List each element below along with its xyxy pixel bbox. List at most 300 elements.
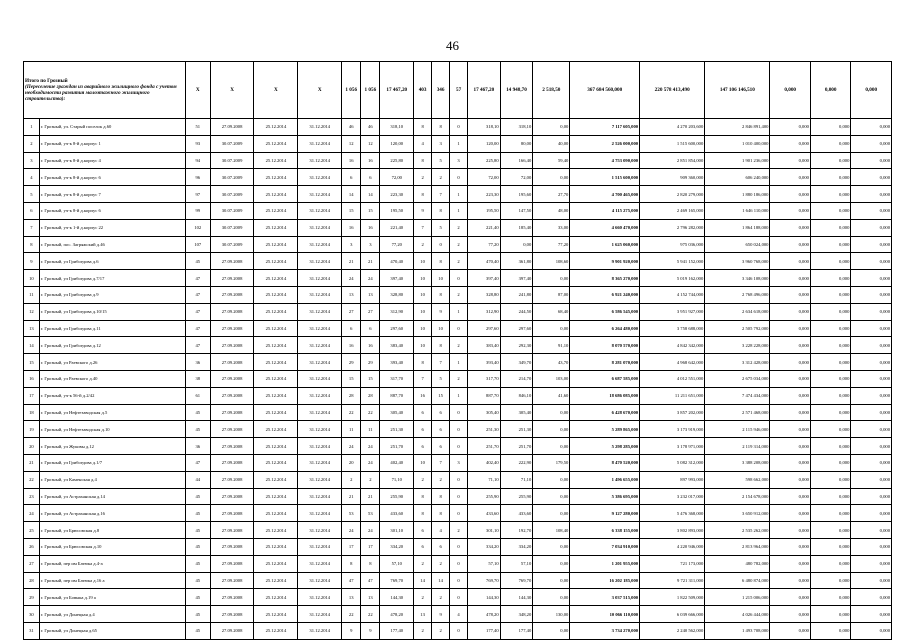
row-number-cell: 29: [24, 589, 40, 606]
premises-private-cell: 2: [432, 622, 450, 639]
residents-total-cell: 27: [342, 303, 361, 320]
cost-extra-2-cell: 0,000: [810, 522, 850, 539]
cost-extra-1-cell: 0,000: [770, 572, 810, 589]
summary-cell: 367 684 560,000: [570, 62, 640, 119]
recognition-date-cell: 27.09.2008: [210, 404, 254, 421]
doc-number-cell: 45: [185, 606, 210, 623]
resettlement-date-cell: 31.12.2014: [298, 169, 342, 186]
residents-total-cell: 20: [342, 454, 361, 471]
cost-total-cell: 1 496 655,000: [570, 471, 640, 488]
cost-extra-2-cell: 0,000: [810, 253, 850, 270]
cost-extra-1-cell: 0,000: [770, 488, 810, 505]
area-municipal-cell: 108,60: [533, 253, 570, 270]
row-number-cell: 18: [24, 404, 40, 421]
cost-extra-1-cell: 0,000: [770, 303, 810, 320]
premises-private-cell: 7: [432, 354, 450, 371]
row-number-cell: 27: [24, 555, 40, 572]
summary-cell: X: [185, 62, 210, 119]
cost-budget-cell: 1 901 236,000: [705, 152, 770, 169]
area-private-cell: 305,40: [500, 404, 533, 421]
address-cell: г. Грозный, уч-к 56-й д.2/42: [39, 387, 185, 404]
premises-private-cell: 10: [432, 320, 450, 337]
residents-resettled-cell: 53: [361, 505, 380, 522]
cost-budget-cell: 6 480 874,000: [705, 572, 770, 589]
cost-extra-3-cell: 0,000: [851, 538, 892, 555]
residents-resettled-cell: 47: [361, 572, 380, 589]
premises-private-cell: 5: [432, 370, 450, 387]
cost-extra-3-cell: 0,000: [851, 454, 892, 471]
row-number-cell: 28: [24, 572, 40, 589]
address-cell: г. Грозный, ул Грибоедова д.7/17: [39, 270, 185, 287]
address-cell: г. Грозный, ул Каменская д.4: [39, 471, 185, 488]
doc-number-cell: 45: [185, 622, 210, 639]
area-resettled-cell: 887,70: [468, 387, 501, 404]
cost-budget-cell: 3 960 768,000: [705, 253, 770, 270]
area-municipal-cell: 0,00: [533, 169, 570, 186]
residents-resettled-cell: 24: [361, 438, 380, 455]
premises-total-cell: 6: [414, 438, 432, 455]
row-number-cell: 4: [24, 169, 40, 186]
area-total-cell: 195,50: [380, 202, 414, 219]
area-private-cell: 297,60: [500, 320, 533, 337]
area-municipal-cell: 0,00: [533, 538, 570, 555]
doc-number-cell: 47: [185, 286, 210, 303]
doc-number-cell: 94: [185, 152, 210, 169]
recognition-date-cell: 27.09.2008: [210, 337, 254, 354]
resettlement-date-cell: 31.12.2014: [298, 236, 342, 253]
premises-total-cell: 13: [414, 606, 432, 623]
cost-extra-2-cell: 0,000: [810, 337, 850, 354]
area-municipal-cell: 68,40: [533, 303, 570, 320]
row-number-cell: 10: [24, 270, 40, 287]
cost-fund-cell: 4 968 642,000: [640, 354, 705, 371]
doc-number-cell: 45: [185, 538, 210, 555]
area-resettled-cell: 251,70: [468, 438, 501, 455]
area-municipal-cell: 33,00: [533, 219, 570, 236]
premises-total-cell: 2: [414, 236, 432, 253]
resettlement-date-cell: 31.12.2014: [298, 488, 342, 505]
cost-total-cell: 4 700 465,000: [570, 186, 640, 203]
recognition-date-cell: 27.09.2008: [210, 387, 254, 404]
cost-total-cell: 6 264 480,000: [570, 320, 640, 337]
doc-number-cell: 96: [185, 169, 210, 186]
cost-extra-1-cell: 0,000: [770, 119, 810, 136]
residents-total-cell: 24: [342, 522, 361, 539]
plan-date-cell: 25.12.2014: [254, 152, 298, 169]
cost-extra-3-cell: 0,000: [851, 488, 892, 505]
cost-budget-cell: 1 880 186,000: [705, 186, 770, 203]
premises-municipal-cell: 0: [450, 622, 468, 639]
plan-date-cell: 25.12.2014: [254, 606, 298, 623]
summary-cell: 2 518,50: [533, 62, 570, 119]
premises-municipal-cell: 2: [450, 522, 468, 539]
cost-extra-1-cell: 0,000: [770, 354, 810, 371]
cost-budget-cell: 1 215 006,000: [705, 589, 770, 606]
cost-extra-1-cell: 0,000: [770, 202, 810, 219]
residents-resettled-cell: 15: [361, 370, 380, 387]
address-cell: г. Грозный, ул Донецкая д.65: [39, 622, 185, 639]
table-row: [24, 135, 892, 152]
cost-total-cell: 4 115 275,000: [570, 202, 640, 219]
recognition-date-cell: 30.07.2009: [210, 169, 254, 186]
cost-budget-cell: 2 768 496,000: [705, 286, 770, 303]
doc-number-cell: 107: [185, 236, 210, 253]
cost-extra-1-cell: 0,000: [770, 337, 810, 354]
cost-extra-3-cell: 0,000: [851, 589, 892, 606]
premises-private-cell: 2: [432, 169, 450, 186]
area-total-cell: 144,30: [380, 589, 414, 606]
premises-total-cell: 2: [414, 589, 432, 606]
plan-date-cell: 25.12.2014: [254, 488, 298, 505]
residents-total-cell: 3: [342, 236, 361, 253]
doc-number-cell: 47: [185, 454, 210, 471]
cost-budget-cell: 7 474 434,000: [705, 387, 770, 404]
residents-total-cell: 6: [342, 169, 361, 186]
residents-resettled-cell: 24: [361, 270, 380, 287]
area-total-cell: 221,40: [380, 219, 414, 236]
recognition-date-cell: 27.09.2008: [210, 370, 254, 387]
residents-resettled-cell: 16: [361, 337, 380, 354]
cost-budget-cell: 4 026 444,000: [705, 606, 770, 623]
premises-private-cell: 7: [432, 186, 450, 203]
address-cell: г. Грозный, ул Жуковы д.12: [39, 438, 185, 455]
premises-private-cell: 8: [432, 488, 450, 505]
cost-fund-cell: 5 941 152,000: [640, 253, 705, 270]
premises-total-cell: 16: [414, 387, 432, 404]
row-number-cell: 8: [24, 236, 40, 253]
address-cell: г. Грозный, ул Грибоедова д.10/15: [39, 303, 185, 320]
area-municipal-cell: 0,00: [533, 572, 570, 589]
cost-extra-3-cell: 0,000: [851, 438, 892, 455]
cost-extra-2-cell: 0,000: [810, 471, 850, 488]
recognition-date-cell: 27.09.2008: [210, 438, 254, 455]
cost-extra-3-cell: 0,000: [851, 337, 892, 354]
area-resettled-cell: 478,20: [468, 606, 501, 623]
residents-resettled-cell: 6: [361, 320, 380, 337]
premises-private-cell: 8: [432, 119, 450, 136]
premises-total-cell: 2: [414, 169, 432, 186]
premises-total-cell: 10: [414, 286, 432, 303]
area-resettled-cell: 318,10: [468, 119, 501, 136]
recognition-date-cell: 27.09.2008: [210, 471, 254, 488]
residents-resettled-cell: 22: [361, 404, 380, 421]
table-row: [24, 505, 892, 522]
row-number-cell: 12: [24, 303, 40, 320]
table-row: [24, 202, 892, 219]
residents-total-cell: 16: [342, 152, 361, 169]
cost-budget-cell: 2 535 262,000: [705, 522, 770, 539]
cost-extra-2-cell: 0,000: [810, 354, 850, 371]
plan-date-cell: 25.12.2014: [254, 370, 298, 387]
premises-municipal-cell: 1: [450, 135, 468, 152]
premises-private-cell: 6: [432, 404, 450, 421]
premises-private-cell: 6: [432, 438, 450, 455]
cost-extra-2-cell: 0,000: [810, 320, 850, 337]
premises-municipal-cell: 0: [450, 270, 468, 287]
table-row: [24, 370, 892, 387]
summary-cell: 346: [432, 62, 450, 119]
area-private-cell: 846,10: [500, 387, 533, 404]
cost-fund-cell: 897 993,000: [640, 471, 705, 488]
cost-fund-cell: 2 469 165,000: [640, 202, 705, 219]
cost-budget-cell: 3 388 208,000: [705, 454, 770, 471]
plan-date-cell: 25.12.2014: [254, 354, 298, 371]
area-municipal-cell: 0,00: [533, 471, 570, 488]
area-total-cell: 301,10: [380, 522, 414, 539]
area-municipal-cell: 103,00: [533, 370, 570, 387]
recognition-date-cell: 30.07.2009: [210, 135, 254, 152]
table-row: [24, 186, 892, 203]
cost-extra-3-cell: 0,000: [851, 270, 892, 287]
premises-total-cell: 6: [414, 538, 432, 555]
premises-private-cell: 14: [432, 572, 450, 589]
premises-municipal-cell: 0: [450, 505, 468, 522]
area-resettled-cell: 177,40: [468, 622, 501, 639]
cost-budget-cell: 2 813 964,000: [705, 538, 770, 555]
cost-extra-3-cell: 0,000: [851, 404, 892, 421]
cost-budget-cell: 2 634 618,000: [705, 303, 770, 320]
premises-private-cell: 8: [432, 505, 450, 522]
plan-date-cell: 25.12.2014: [254, 454, 298, 471]
address-cell: г. Грозный, уч-к 8-й д.корпус 7: [39, 186, 185, 203]
cost-budget-cell: 650 024,000: [705, 236, 770, 253]
cost-extra-2-cell: 0,000: [810, 202, 850, 219]
resettlement-date-cell: 31.12.2014: [298, 454, 342, 471]
area-private-cell: 433,60: [500, 505, 533, 522]
table-row: [24, 270, 892, 287]
cost-extra-3-cell: 0,000: [851, 606, 892, 623]
summary-cell: 14 948,70: [500, 62, 533, 119]
resettlement-date-cell: 31.12.2014: [298, 119, 342, 136]
cost-budget-cell: 480 782,000: [705, 555, 770, 572]
row-number-cell: 24: [24, 505, 40, 522]
residents-resettled-cell: 3: [361, 236, 380, 253]
resettlement-date-cell: 31.12.2014: [298, 589, 342, 606]
recognition-date-cell: 30.07.2009: [210, 202, 254, 219]
address-cell: г. Грозный, ул Грибоедова д.9: [39, 286, 185, 303]
residents-total-cell: 9: [342, 622, 361, 639]
recognition-date-cell: 27.09.2008: [210, 286, 254, 303]
summary-cell: 147 106 146,510: [705, 62, 770, 119]
cost-fund-cell: 3 857 202,000: [640, 404, 705, 421]
cost-budget-cell: 3 650 912,000: [705, 505, 770, 522]
plan-date-cell: 25.12.2014: [254, 286, 298, 303]
cost-budget-cell: 3 312 428,000: [705, 354, 770, 371]
residents-resettled-cell: 13: [361, 589, 380, 606]
area-private-cell: 214,70: [500, 370, 533, 387]
area-municipal-cell: 59,40: [533, 152, 570, 169]
resettlement-date-cell: 31.12.2014: [298, 606, 342, 623]
premises-municipal-cell: 2: [450, 337, 468, 354]
residents-total-cell: 8: [342, 555, 361, 572]
cost-extra-3-cell: 0,000: [851, 202, 892, 219]
row-number-cell: 7: [24, 219, 40, 236]
cost-fund-cell: 4 220 946,000: [640, 538, 705, 555]
doc-number-cell: 38: [185, 370, 210, 387]
area-total-cell: 251,30: [380, 421, 414, 438]
premises-total-cell: 10: [414, 454, 432, 471]
residents-total-cell: 14: [342, 186, 361, 203]
table-row: [24, 387, 892, 404]
recognition-date-cell: 30.07.2009: [210, 186, 254, 203]
row-number-cell: 30: [24, 606, 40, 623]
cost-extra-2-cell: 0,000: [810, 622, 850, 639]
summary-cell: 0,000: [851, 62, 892, 119]
area-total-cell: 328,80: [380, 286, 414, 303]
cost-total-cell: 4 660 470,000: [570, 219, 640, 236]
area-resettled-cell: 433,60: [468, 505, 501, 522]
area-resettled-cell: 393,40: [468, 354, 501, 371]
premises-total-cell: 10: [414, 270, 432, 287]
cost-total-cell: 7 117 605,000: [570, 119, 640, 136]
cost-total-cell: 5 386 695,000: [570, 488, 640, 505]
area-private-cell: 80,00: [500, 135, 533, 152]
summary-description: (Переселение граждан из аварийного жилищного фонда с учетом необходимости развития малоэтажного жилищного строительства):: [25, 84, 177, 102]
doc-number-cell: 45: [185, 589, 210, 606]
area-private-cell: 72,00: [500, 169, 533, 186]
premises-municipal-cell: 1: [450, 354, 468, 371]
area-total-cell: 393,40: [380, 354, 414, 371]
area-municipal-cell: 0,00: [533, 404, 570, 421]
area-resettled-cell: 317,70: [468, 370, 501, 387]
premises-municipal-cell: 0: [450, 421, 468, 438]
table-row: [24, 337, 892, 354]
area-municipal-cell: 0,00: [533, 555, 570, 572]
area-resettled-cell: 255,90: [468, 488, 501, 505]
cost-fund-cell: 3 758 688,000: [640, 320, 705, 337]
resettlement-date-cell: 31.12.2014: [298, 387, 342, 404]
area-total-cell: 255,90: [380, 488, 414, 505]
residents-total-cell: 24: [342, 270, 361, 287]
premises-municipal-cell: 4: [450, 606, 468, 623]
row-number-cell: 2: [24, 135, 40, 152]
row-number-cell: 13: [24, 320, 40, 337]
cost-total-cell: 8 365 270,000: [570, 270, 640, 287]
area-municipal-cell: 0,00: [533, 488, 570, 505]
residents-total-cell: 6: [342, 320, 361, 337]
premises-total-cell: 6: [414, 522, 432, 539]
cost-fund-cell: 2 796 282,000: [640, 219, 705, 236]
recognition-date-cell: 27.09.2008: [210, 303, 254, 320]
cost-extra-3-cell: 0,000: [851, 219, 892, 236]
premises-total-cell: 8: [414, 152, 432, 169]
area-resettled-cell: 223,30: [468, 186, 501, 203]
table-row: [24, 286, 892, 303]
area-municipal-cell: 43,70: [533, 354, 570, 371]
cost-extra-3-cell: 0,000: [851, 555, 892, 572]
residents-resettled-cell: 8: [361, 555, 380, 572]
recognition-date-cell: 30.07.2009: [210, 219, 254, 236]
address-cell: г. Грозный, ул Грибоедова д.1/7: [39, 454, 185, 471]
cost-extra-2-cell: 0,000: [810, 555, 850, 572]
resettlement-date-cell: 31.12.2014: [298, 135, 342, 152]
plan-date-cell: 25.12.2014: [254, 421, 298, 438]
resettlement-date-cell: 31.12.2014: [298, 438, 342, 455]
premises-municipal-cell: 1: [450, 202, 468, 219]
cost-budget-cell: 1 646 110,000: [705, 202, 770, 219]
cost-extra-2-cell: 0,000: [810, 370, 850, 387]
premises-municipal-cell: 0: [450, 572, 468, 589]
area-resettled-cell: 72,00: [468, 169, 501, 186]
cost-fund-cell: 2 820 279,000: [640, 186, 705, 203]
doc-number-cell: 45: [185, 404, 210, 421]
resettlement-date-cell: 31.12.2014: [298, 186, 342, 203]
recognition-date-cell: 27.09.2008: [210, 606, 254, 623]
cost-extra-2-cell: 0,000: [810, 404, 850, 421]
premises-private-cell: 10: [432, 270, 450, 287]
address-cell: г. Грозный, ул Донецкая д.4: [39, 606, 185, 623]
cost-extra-1-cell: 0,000: [770, 622, 810, 639]
table-row: [24, 119, 892, 136]
area-total-cell: 312,90: [380, 303, 414, 320]
premises-total-cell: 2: [414, 622, 432, 639]
residents-total-cell: 21: [342, 488, 361, 505]
residents-total-cell: 53: [342, 505, 361, 522]
table-row: [24, 522, 892, 539]
area-resettled-cell: 328,80: [468, 286, 501, 303]
cost-budget-cell: 3 228 228,000: [705, 337, 770, 354]
cost-extra-1-cell: 0,000: [770, 606, 810, 623]
area-private-cell: 255,90: [500, 488, 533, 505]
resettlement-date-cell: 31.12.2014: [298, 219, 342, 236]
plan-date-cell: 25.12.2014: [254, 270, 298, 287]
area-private-cell: 244,50: [500, 303, 533, 320]
cost-extra-2-cell: 0,000: [810, 286, 850, 303]
cost-total-cell: 16 202 185,000: [570, 572, 640, 589]
area-total-cell: 334,20: [380, 538, 414, 555]
residents-resettled-cell: 16: [361, 219, 380, 236]
summary-row: [24, 62, 892, 119]
area-private-cell: 185,40: [500, 219, 533, 236]
cost-extra-2-cell: 0,000: [810, 606, 850, 623]
residents-total-cell: 29: [342, 354, 361, 371]
doc-number-cell: 61: [185, 387, 210, 404]
recognition-date-cell: 27.09.2008: [210, 454, 254, 471]
cost-extra-1-cell: 0,000: [770, 286, 810, 303]
premises-total-cell: 10: [414, 253, 432, 270]
premises-private-cell: 2: [432, 471, 450, 488]
resettlement-date-cell: 31.12.2014: [298, 270, 342, 287]
summary-cell: 1 056: [342, 62, 361, 119]
area-private-cell: 334,20: [500, 538, 533, 555]
cost-extra-1-cell: 0,000: [770, 438, 810, 455]
cost-extra-3-cell: 0,000: [851, 169, 892, 186]
cost-extra-2-cell: 0,000: [810, 270, 850, 287]
area-private-cell: 251,30: [500, 421, 533, 438]
cost-extra-1-cell: 0,000: [770, 387, 810, 404]
residents-resettled-cell: 22: [361, 606, 380, 623]
plan-date-cell: 25.12.2014: [254, 522, 298, 539]
recognition-date-cell: 27.09.2008: [210, 119, 254, 136]
cost-extra-3-cell: 0,000: [851, 286, 892, 303]
premises-total-cell: 2: [414, 471, 432, 488]
resettlement-date-cell: 31.12.2014: [298, 555, 342, 572]
premises-municipal-cell: 1: [450, 186, 468, 203]
cost-fund-cell: 2 851 854,000: [640, 152, 705, 169]
premises-municipal-cell: 1: [450, 303, 468, 320]
premises-municipal-cell: 3: [450, 454, 468, 471]
residents-resettled-cell: 13: [361, 286, 380, 303]
area-total-cell: 251,70: [380, 438, 414, 455]
premises-private-cell: 0: [432, 236, 450, 253]
cost-extra-2-cell: 0,000: [810, 421, 850, 438]
area-municipal-cell: 108,40: [533, 522, 570, 539]
area-private-cell: 222,90: [500, 454, 533, 471]
area-total-cell: 317,70: [380, 370, 414, 387]
cost-budget-cell: 3 346 108,000: [705, 270, 770, 287]
summary-cell: 0,000: [810, 62, 850, 119]
address-cell: г. Грозный, ул Раевского д.40: [39, 370, 185, 387]
